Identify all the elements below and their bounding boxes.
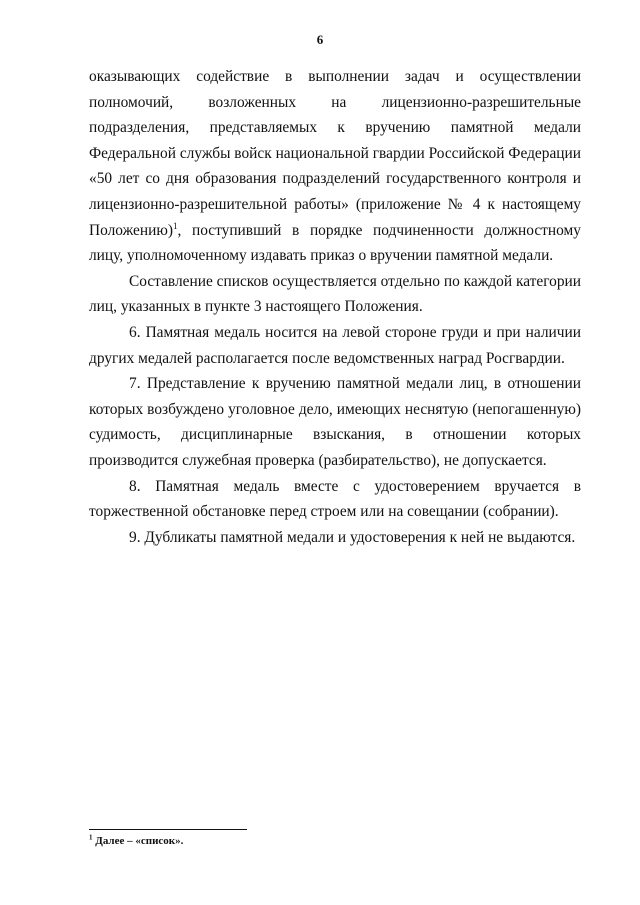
paragraph-lists-compilation: Составление списков осуществляется отдельно по каждой категории лиц, указанных в пункте 3 настоящего Положения. xyxy=(89,272,581,316)
document-body xyxy=(89,64,581,550)
page-number: 6 xyxy=(316,32,324,47)
paragraph-text: оказывающих содействие в выполнении задач и осуществлении полномочий, возложенных на лицензионно-разрешительные подразделения, представляемых к вручению памятной медали Федеральной службы войск национальной гвардии Российской Федерации «50 лет со дня образования подразделений государственного контроля и лицензионно-разрешительной работы» (приложение № 4 к настоящему Положению) xyxy=(89,68,581,239)
footnote xyxy=(89,835,183,847)
footnote-text: Далее – «список». xyxy=(92,835,184,847)
footnote-marker: 1 xyxy=(89,833,93,842)
paragraph-text-tail: , поступивший в порядке подчиненности должностному лицу, уполномоченному издавать приказ о вручении памятной медали. xyxy=(89,221,581,265)
paragraph-item-7: 7. Представление к вручению памятной медали лиц, в отношении которых возбуждено уголовное дело, имеющих неснятую (непогашенную) судимость, дисциплинарные взыскания, в отношении которых производится служебная проверка (разбирательство), не допускается. xyxy=(89,375,581,469)
paragraph-continuation xyxy=(89,64,581,269)
paragraph-item-9: 9. Дубликаты памятной медали и удостоверения к ней не выдаются. xyxy=(129,528,576,546)
footnote-reference: 1 xyxy=(172,220,178,231)
footnote-divider xyxy=(89,829,247,830)
paragraph-item-8: 8. Памятная медаль вместе с удостоверением вручается в торжественной обстановке перед строем или на совещании (собрании). xyxy=(89,477,581,521)
paragraph-item-6: 6. Памятная медаль носится на левой стороне груди и при наличии других медалей располагается после ведомственных наград Росгвардии. xyxy=(89,323,581,367)
